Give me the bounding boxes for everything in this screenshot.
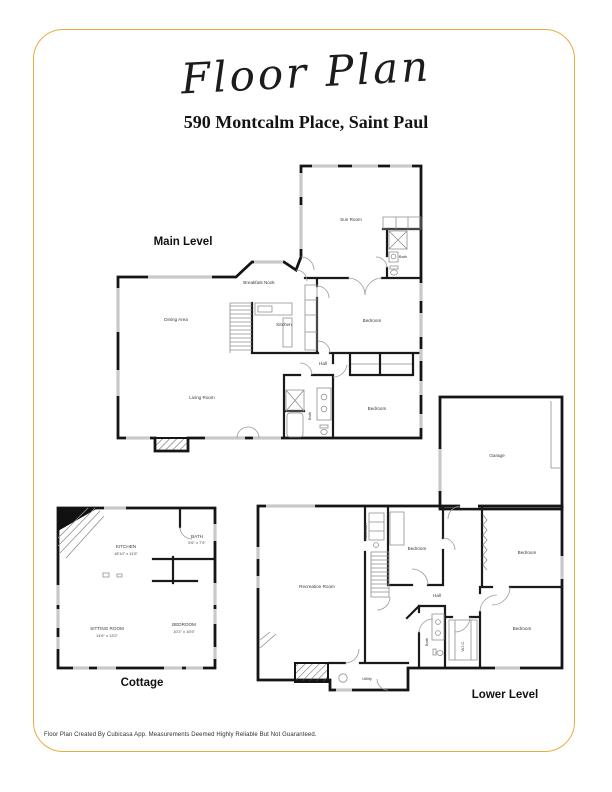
footer-disclaimer: Floor Plan Created By Cubicasa App. Measurements Deemed Highly Reliable But Not Guaranteed. [44, 732, 317, 738]
main-level-plan [118, 166, 421, 451]
cottage-kitchen-dims: 18'10" x 11'5" [114, 551, 138, 556]
lower-bath-label: Bath [424, 637, 429, 647]
lower-mudbath-fixtures [369, 513, 384, 540]
main-sunroom-sink [391, 254, 396, 259]
lower-bedroom-top-label: Bedroom [407, 546, 427, 551]
cottage-exterior-walls [58, 508, 215, 668]
cottage-heading: Cottage [120, 677, 164, 689]
lower-wic-shelving [449, 620, 477, 660]
lower-bedroom-closets [390, 512, 487, 570]
lower-bath-sink-1 [436, 620, 441, 625]
lower-level-heading: Lower Level [471, 689, 539, 701]
hall-label: Hall [319, 361, 327, 366]
garage-plan [440, 397, 562, 509]
bedroom-bottom-label: Bedroom [367, 406, 387, 411]
cottage-plan [58, 508, 215, 689]
mud-bath-label: Mud/Bath [363, 523, 368, 541]
cottage-bath-dims: 5'6" x 7'9" [188, 540, 206, 545]
main-level-heading: Main Level [153, 236, 213, 248]
main-sunroom-bath-fixtures [383, 217, 421, 269]
lower-stairs [371, 552, 389, 597]
cottage-sitting-room-label: SITTING ROOM [90, 626, 124, 631]
garage-label: Garage [489, 453, 505, 458]
lower-bedroom-right-label: Bedroom [517, 550, 537, 555]
lower-bath-toilet [437, 651, 443, 656]
living-room-label: Living Room [189, 395, 215, 400]
main-bath-toilet [321, 429, 327, 434]
cottage-windows [58, 508, 215, 668]
main-windows [118, 166, 421, 438]
recreation-room-label: Recreation Room [299, 584, 335, 589]
main-interior-walls [252, 229, 421, 438]
cottage-kitchen-label: KITCHEN [115, 544, 137, 549]
lower-bedroom-bottom-label: Bedroom [512, 626, 532, 631]
cottage-interior-walls [153, 508, 215, 583]
main-bathtub [287, 413, 303, 437]
cottage-bedroom-dims: 10'2" x 16'5" [173, 629, 195, 634]
page-title: Floor Plan [179, 41, 433, 104]
utility-label: Utility [362, 676, 372, 681]
main-bath-sink-2 [321, 406, 327, 412]
cottage-sitting-room-dims: 14'6" x 13'2" [96, 633, 118, 638]
lower-bath-sink-2 [436, 631, 441, 636]
kitchen-label: Kitchen [276, 322, 292, 327]
main-kitchen-counters [255, 285, 317, 350]
dining-area-label: Dining Area [164, 317, 188, 322]
lower-fireplace [295, 663, 328, 682]
garage-door-track [551, 401, 561, 468]
bedroom-right-label: Bedroom [362, 318, 382, 323]
lower-utility-heater [339, 674, 347, 682]
address-title: 590 Montcalm Place, Saint Paul [183, 112, 429, 132]
main-bath-sink-1 [321, 394, 327, 400]
main-bath-top-label: Bath [398, 254, 408, 259]
main-fireplace [155, 438, 188, 451]
cottage-bath-label: BATH [191, 534, 203, 539]
cottage-kitchen-marks [103, 573, 122, 577]
main-sunroom-toilet [391, 270, 398, 275]
lower-level-plan [258, 506, 562, 701]
wic-label: W.I.C. [460, 640, 465, 652]
lower-rec-corner-unit [260, 632, 276, 648]
main-stairs [230, 303, 252, 353]
breakfast-nook-label: Breakfast Nook [243, 280, 275, 285]
lower-mudbath-sink [374, 543, 379, 548]
lower-bath-fixtures [432, 614, 444, 655]
lower-hall-label: Hall [433, 593, 441, 598]
sun-room-label: Sun Room [340, 217, 362, 222]
main-bath-bottom-label: Bath [307, 411, 312, 421]
cottage-bedroom-label: BEDROOM [172, 622, 196, 627]
